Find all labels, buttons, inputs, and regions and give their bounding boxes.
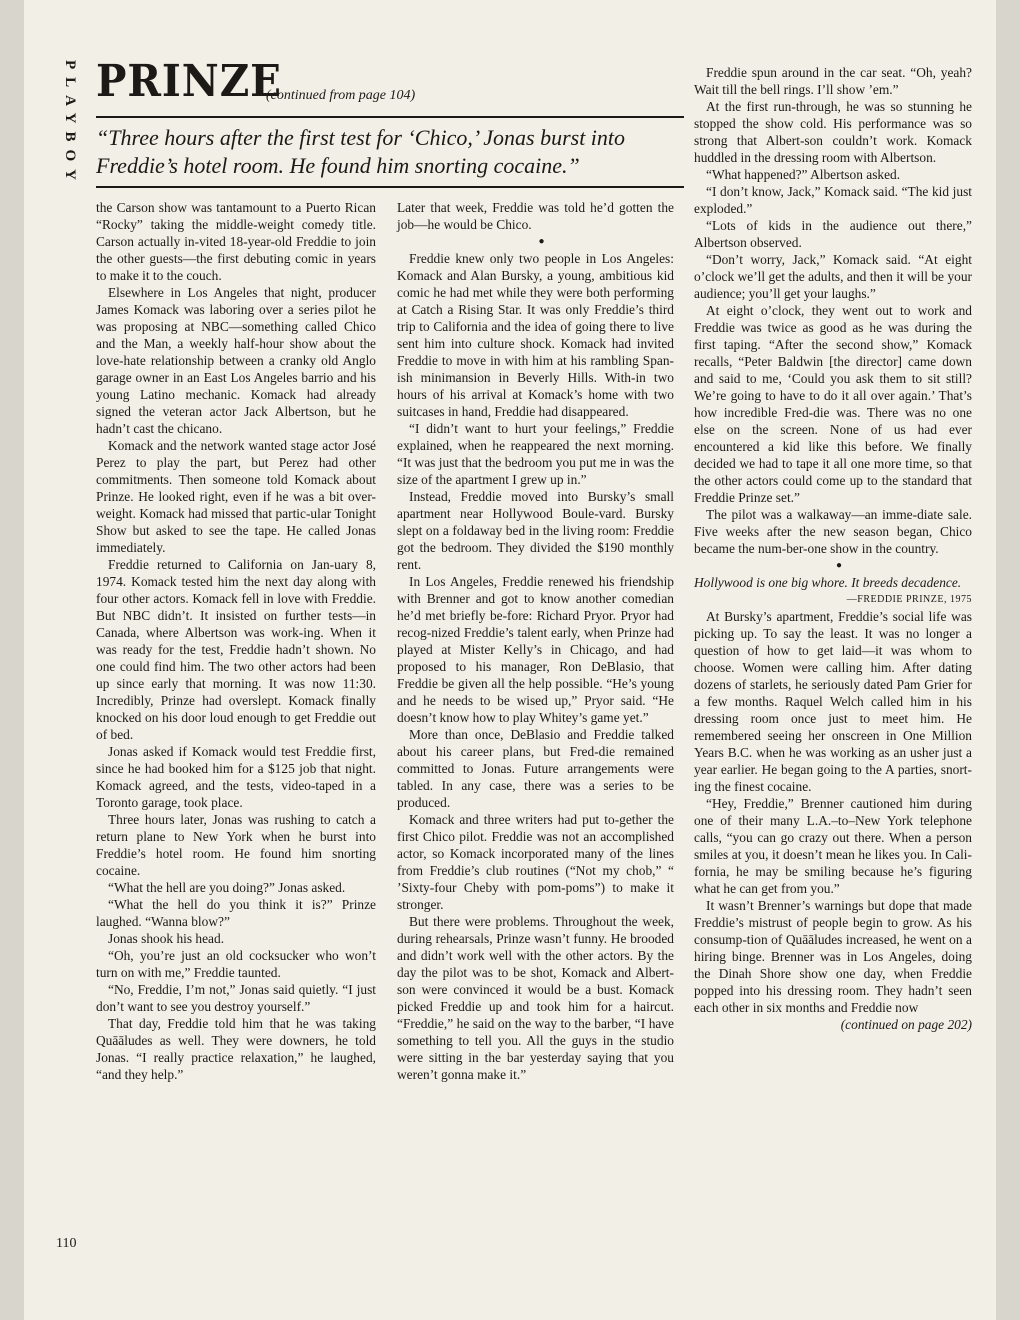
- paragraph: Instead, Freddie moved into Bursky’s small apartment near Hollywood Boule-vard. Bursky slept on a foldaway bed in the living room: Freddie got the bedroom. They divided the $190 monthly rent.: [397, 489, 674, 572]
- paragraph: “I didn’t want to hurt your feelings,” Freddie explained, when he reappeared the next morning. “It was just that the bedroom you put me in was the size of the apartment I grew up in.”: [397, 421, 674, 487]
- paragraph: Later that week, Freddie was told he’d gotten the job—he would be Chico.: [397, 200, 674, 232]
- paragraph: The pilot was a walkaway—an imme-diate sale. Five weeks after the new season began, Chico became the num-ber-one show in the country.: [694, 507, 972, 556]
- paragraph: Freddie spun around in the car seat. “Oh, yeah? Wait till the bell rings. I’ll show ’em.”: [694, 65, 972, 97]
- continued-on-note: (continued on page 202): [840, 1017, 972, 1032]
- paragraph: Komack and three writers had put to-gether the first Chico pilot. Freddie was not an accomplished actor, so Komack incorporated many of the lines from Freddie’s club routines (“Not my chob,” “ ’Sixty-four Cheby with pom-poms”) to make it stronger.: [397, 812, 674, 912]
- text-column-3: [694, 64, 972, 1033]
- paragraph: “Hey, Freddie,” Brenner cautioned him during one of their many L.A.–to–New York telephone calls, “you can go crazy out there. When a person smiles at you, it doesn’t mean he likes you. In Cali-fornia, he may be smiling because he’s figuring what he can get from you.”: [694, 796, 972, 896]
- paragraph: Elsewhere in Los Angeles that night, producer James Komack was laboring over a series pilot he was proposing at NBC—something called Chico and the Man, a weekly half-hour show about the love-hate relationship between a cranky old Anglo garage owner in an East Los Angeles barrio and his young Latino mechanic. Komack had already signed the veteran actor Jack Albertson, but he hadn’t cast the chicano.: [96, 285, 376, 436]
- paragraph: “Oh, you’re just an old cocksucker who won’t turn on with me,” Freddie taunted.: [96, 948, 376, 980]
- paragraph: Jonas asked if Komack would test Freddie first, since he had booked him for a $125 job that night. Komack agreed, and the tests, video-taped in a Toronto garage, took place.: [96, 744, 376, 810]
- paragraph: At Bursky’s apartment, Freddie’s social life was picking up. To say the least. It was no longer a question of how to get laid—it was whom to choose. Women were calling him. After dating dozens of starlets, he seriously dated Pam Grier for a few months. Raquel Welch called him in his dressing room once just to meet him. He remembered seeing her onscreen in One Million Years B.C. when he was working as an usher just a year earlier. He began going to the A parties, snort-ing the finest cocaine.: [694, 609, 972, 794]
- epigraph-quote: Hollywood is one big whore. It breeds decadence.: [694, 575, 962, 590]
- paragraph: “What the hell are you doing?” Jonas asked.: [108, 880, 346, 895]
- paragraph: Three hours later, Jonas was rushing to catch a return plane to New York when he burst into Freddie’s hotel room. He found him snorting cocaine.: [96, 812, 376, 878]
- paragraph: Komack and the network wanted stage actor José Perez to play the part, but Perez had other commitments. Then someone told Komack about Prinze. He looked right, even if he was a bit over-weight. Komack had missed that partic-ular Tonight Show but asked to see the tape. He called Jonas immediately.: [96, 438, 376, 555]
- section-break-bullet: ●: [538, 236, 545, 247]
- text-column-1: [96, 199, 376, 1083]
- magazine-name-vertical: [60, 60, 84, 220]
- paragraph: But there were problems. Throughout the week, during rehearsals, Prinze wasn’t funny. He brooded and didn’t work well with the other actors. By the day the pilot was to be shot, Komack and Albert-son were convinced it would be a bust. Komack picked Freddie up and took him for a haircut. “Freddie,” he said on the way to the barber, “I have something to tell you. All the guys in the studio were sitting in the bar yesterday saying that you weren’t gonna make it.”: [397, 914, 674, 1082]
- paragraph: In Los Angeles, Freddie renewed his friendship with Brenner and got to know another comedian he’d met briefly be-fore: Richard Pryor. Pryor had recog-nized Freddie’s talent early, when Prinze had played at Mister Kelly’s in Chicago, and had proposed to his manager, Ron DeBlasio, that Freddie be given all the help possible. “He’s young and he needs to be wised up,” Pryor said. “He doesn’t know how to play Whitey’s game yet.”: [397, 574, 674, 725]
- paragraph: More than once, DeBlasio and Freddie talked about his career plans, but Fred-die remained committed to Jonas. Future arrangements were tabled. In any case, there was a series to be produced.: [397, 727, 674, 810]
- magazine-name: PLAYBOY: [62, 60, 78, 188]
- continued-from-note: (continued from page 104): [266, 88, 416, 103]
- page-number: 110: [56, 1236, 77, 1251]
- paragraph: At the first run-through, he was so stunning he stopped the show cold. His performance was so strong that Albert-son couldn’t work. Komack huddled in the dressing room with Albertson.: [694, 99, 972, 165]
- divider: [96, 116, 684, 118]
- paragraph: “Lots of kids in the audience out there,” Albertson observed.: [694, 218, 972, 250]
- epigraph-attribution: —FREDDIE PRINZE, 1975: [846, 594, 972, 605]
- headline: PRINZE: [96, 56, 282, 107]
- section-break-bullet: ●: [835, 560, 843, 571]
- article-header: [96, 58, 684, 106]
- text-column-2: [397, 199, 674, 1083]
- paragraph: “Don’t worry, Jack,” Komack said. “At eight o’clock we’ll get the adults, and then it will be your audience; you’ll get your laughs.”: [694, 252, 972, 301]
- paragraph: That day, Freddie told him that he was taking Quāāludes as well. They were downers, he told Jonas. “I really practice relaxation,” he laughed, “and they help.”: [96, 1016, 376, 1082]
- paragraph: “No, Freddie, I’m not,” Jonas said quietly. “I just don’t want to see you destroy yourself.”: [96, 982, 376, 1014]
- pull-quote: “Three hours after the first test for ‘Chico,’ Jonas burst into Freddie’s hotel room. He found him snorting cocaine.”: [96, 125, 626, 178]
- divider: [96, 186, 684, 188]
- paragraph: “What the hell do you think it is?” Prinze laughed. “Wanna blow?”: [96, 897, 376, 929]
- paragraph: the Carson show was tantamount to a Puerto Rican “Rocky” taking the middle-weight comedy title. Carson actually in-vited 18-year-old Freddie to join the other guests—the first debuting comic in years to make it to the couch.: [96, 200, 376, 283]
- paragraph: Freddie returned to California on Jan-uary 8, 1974. Komack tested him the next day along with four other actors. Komack fell in love with Freddie. But NBC didn’t. It insisted on further tests—in Canada, where Albertson was work-ing. When it was ready for the test, Freddie hadn’t shown. No one could find him. The two other actors had been up since early that morning. It was now 11:30. Incredibly, Prinze had overslept. Komack finally knocked on his door loud enough to get Freddie out of bed.: [96, 557, 376, 742]
- paragraph: Jonas shook his head.: [108, 931, 225, 946]
- paragraph: Freddie knew only two people in Los Angeles: Komack and Alan Bursky, a young, ambitious kid comic he had met while they were both performing at Catch a Rising Star. It was only Freddie’s third trip to California and the idea of going there to live sent him into culture shock. Komack had invited Freddie to move in with him at his rambling Span-ish minimansion in Beverly Hills. With-in two hours of his arrival at Komack’s home with two suitcases in hand, Freddie had disappeared.: [397, 251, 674, 419]
- paragraph: “I don’t know, Jack,” Komack said. “The kid just exploded.”: [694, 184, 972, 216]
- paragraph: “What happened?” Albertson asked.: [706, 167, 901, 182]
- magazine-page: [24, 0, 996, 1320]
- paragraph: It wasn’t Brenner’s warnings but dope that made Freddie’s mistrust of people begin to grow. As his consump-tion of Quāāludes increased, he went on a hiring binge. Brenner was in Los Angeles, doing the Dinah Shore show one day, when Freddie popped into his dressing room. They hadn’t seen each other in six months and Freddie now: [694, 898, 972, 1015]
- paragraph: At eight o’clock, they went out to work and Freddie was twice as good as he was during the first taping. “After the second show,” Komack recalls, “Peter Baldwin [the director] came down and said to me, ‘Could you ask them to sit still? We’re going to have to do it all over again.’ That’s how incredible Fred-die was. There was no one else on the screen. None of us had ever encountered a kid like this before. We finally decided we had to tape it all one more time, so that the other actors could come up to the standard that Freddie Prinze set.”: [694, 303, 972, 505]
